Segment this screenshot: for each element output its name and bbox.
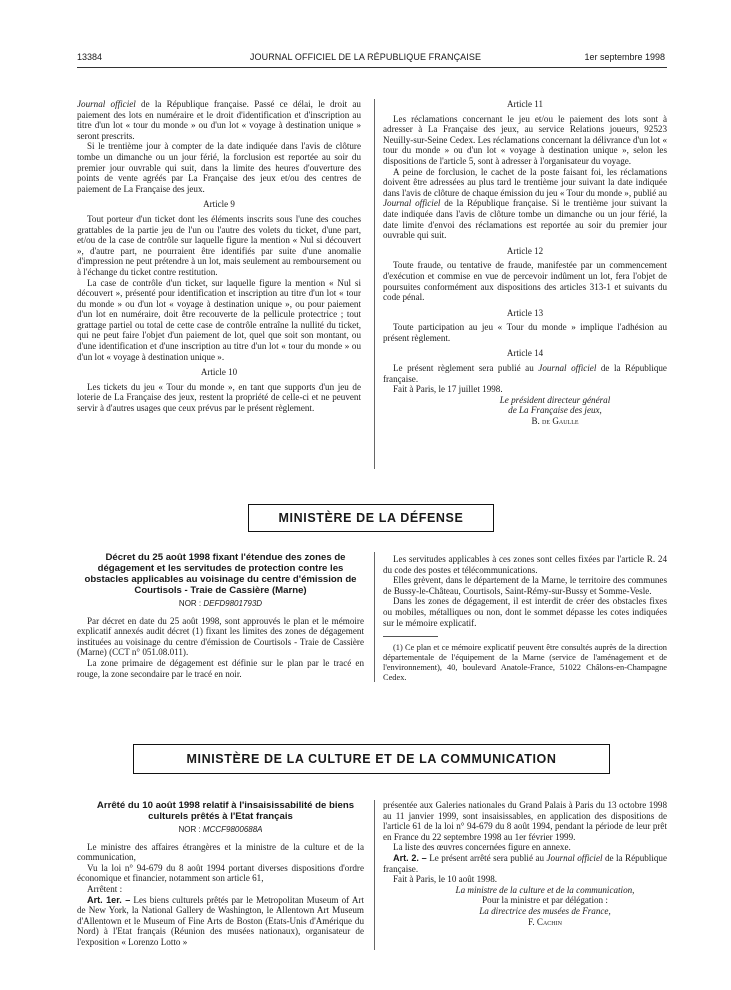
signature-delegation: Pour la ministre et par délégation : xyxy=(482,895,608,906)
article-heading: Article 14 xyxy=(506,348,544,359)
signature-date: Fait à Paris, le 17 juillet 1998. xyxy=(393,384,503,395)
header-rule xyxy=(77,67,667,68)
article-heading: Article 13 xyxy=(506,307,544,318)
column-divider xyxy=(374,99,375,469)
article-heading: Article 11 xyxy=(507,99,543,109)
culture-left-column xyxy=(77,800,364,948)
paragraph: Les tickets du jeu « Tour du monde », en tant que supports d'un jeu de loterie de La Française des jeux, restent la propriété de celle-ci et ne peuvent servir à d'autres usages que ceux prévus par le présent règlement. xyxy=(77,381,361,414)
top-right-column xyxy=(383,99,667,427)
footnote-rule xyxy=(383,636,438,637)
page-header xyxy=(0,52,731,66)
paragraph: Les réclamations concernant le jeu et/ou le paiement des lots sont à adresser à La Française des jeux, au service Relations joueurs, 92523 Neuilly-sur-Seine Cedex. Les réclamations concernant la délivrance d'un lot « tour du monde » ou d'un lot « voyage à destination unique », selon les dispositions de l'article 5, sont à adresser à l'organisateur du voyage. xyxy=(383,113,667,166)
paragraph: Les servitudes applicables à ces zones sont celles fixées par l'article R. 24 du code des postes et télécommunications. xyxy=(383,554,667,575)
paragraph: La liste des œuvres concernées figure en annexe. xyxy=(393,842,571,853)
paragraph: Art. 1er. – Les biens culturels prêtés par le Metropolitan Museum of Art de New York, la National Gallery de Washington, le Allentown Art Museum d'Allentown et le Museum of Fine Arts de Boston (Etats-Unis d'Amérique du Nord) à l'Etat français (Réunion des musées nationaux), organisateur de l'exposition « Lorenzo Lotto » xyxy=(77,894,364,947)
paragraph: Elles grèvent, dans le département de la Marne, le territoire des communes de Bussy-le-Château, Courtisols, Saint-Rémy-sur-Bussy et Somme-Vesle. xyxy=(383,575,667,596)
nor-reference: NOR : MCCF9800688A xyxy=(178,825,263,834)
article-heading: Article 10 xyxy=(200,367,238,378)
ministry-culture-heading: MINISTÈRE DE LA CULTURE ET DE LA COMMUNICATION xyxy=(133,744,610,774)
paragraph: Toute participation au jeu « Tour du monde » implique l'adhésion au présent règlement. xyxy=(383,322,667,343)
column-divider xyxy=(374,800,375,950)
paragraph: Le ministre des affaires étrangères et la ministre de la culture et de la communication, xyxy=(77,841,364,863)
publication-date: 1er septembre 1998 xyxy=(584,52,665,62)
defense-left-column xyxy=(77,552,364,679)
paragraph: présentée aux Galeries nationales du Grand Palais à Paris du 13 octobre 1998 au 11 janvier 1999, sont insaisissables, en application des dispositions de l'article 61 de la loi n° 94-679 du 8 août 1994, pendant la période de leur prêt en France du 22 septembre 1998 au 1er février 1999. xyxy=(383,800,667,842)
paragraph: Vu la loi n° 94-679 du 8 août 1994 portant diverses dispositions d'ordre économique et financier, notamment son article 61, xyxy=(77,862,364,884)
column-divider xyxy=(374,552,375,682)
paragraph: Arrêtent : xyxy=(87,883,123,894)
signature-date: Fait à Paris, le 10 août 1998. xyxy=(393,874,498,885)
signature-title: La ministre de la culture et de la communication, xyxy=(455,884,635,895)
paragraph: La zone primaire de dégagement est définie sur le plan par le tracé en rouge, la zone secondaire par le tracé en noir. xyxy=(77,657,364,679)
article-heading: Article 12 xyxy=(506,245,544,256)
paragraph: Par décret en date du 25 août 1998, sont approuvés le plan et le mémoire explicatif annexés audit décret (1) fixant les limites des zones de dégagement instituées au voisinage du centre d'émission de Courtisols - Traie de Cassière (Marne) (CCT n° 051.08.011). xyxy=(77,615,364,658)
defense-right-column xyxy=(383,554,667,682)
signature-org: de La Française des jeux, xyxy=(508,405,602,416)
signature-name: B. de Gaulle xyxy=(531,416,579,427)
decree-title: Arrêté du 10 août 1998 relatif à l'insaisissabilité de biens culturels prêtés à l'Etat français xyxy=(96,800,355,822)
paragraph: Toute fraude, ou tentative de fraude, manifestée par un commencement d'exécution et commise en vue de percevoir indûment un lot, fera l'objet de poursuites conformément aux dispositions des articles 313-1 et suivants du code pénal. xyxy=(383,260,667,303)
decree-title: Décret du 25 août 1998 fixant l'étendue des zones de dégagement et les servitudes de protection contre les obstacles applicables au voisinage du centre d'émission de Courtisols - Traie de Cassière (Marne) xyxy=(84,552,357,596)
paragraph: Si le trentième jour à compter de la date indiquée dans l'avis de clôture tombe un dimanche ou un jour férié, la forclusion est reportée au soir du premier jour ouvrable qui suit, dans la limite des heures d'ouverture des points de vente agréés par La Française des jeux et/ou des centres de paiement de La Française des jeux. xyxy=(77,141,361,194)
signature-title: Le président directeur général xyxy=(499,394,611,405)
paragraph: Tout porteur d'un ticket dont les éléments inscrits sous l'une des couches grattables de la partie jeu de l'un ou l'autre des volets du ticket, d'une part, et/ou de la case de contrôle sur laquelle figure la mention « Nul si découvert », d'autre part, ne pourraient être identifiés par suite d'une anomalie d'impression ne peut prétendre à un lot, mais seulement au remboursement ou à l'échange du ticket contre restitution. xyxy=(77,213,361,277)
culture-right-column xyxy=(383,800,667,927)
nor-reference: NOR : DEFD9801793D xyxy=(178,599,263,608)
paragraph: Art. 2. – Le présent arrêté sera publié au Journal officiel de la République française. xyxy=(383,852,667,874)
journal-title: JOURNAL OFFICIEL DE LA RÉPUBLIQUE FRANÇAISE xyxy=(249,52,482,62)
paragraph: A peine de forclusion, le cachet de la poste faisant foi, les réclamations doivent être adressées au plus tard le trentième jour suivant la date indiquée dans l'avis de clôture de chaque émission du jeu « Tour du monde », publié au Journal officiel de la République française. Si le trentième jour suivant la date indiquée dans l'avis de clôture tombe un dimanche ou un jour férié, la date limite d'envoi des réclamations est reportée au soir du premier jour ouvrable qui suit. xyxy=(383,166,667,241)
paragraph: La case de contrôle d'un ticket, sur laquelle figure la mention « Nul si découvert », présenté pour identification et inscription au titre d'un lot « tour du monde » ou d'un lot « voyage à destination unique », ou pour paiement d'un lot en numéraire, doit être recouverte de la pellicule protectrice ; tout grattage partiel ou total de cette case de contrôle entraîne la nullité du ticket, qui ne peut faire l'objet d'un paiement de lot, quel que soit son montant, ou d'une identification et d'une inscription au titre d'un lot « tour du monde » ou d'un lot « voyage à destination unique ». xyxy=(77,277,361,362)
article-heading: Article 9 xyxy=(203,199,235,210)
top-left-column xyxy=(77,99,361,414)
signature-role: La directrice des musées de France, xyxy=(479,905,611,916)
paragraph: Dans les zones de dégagement, il est interdit de créer des obstacles fixes ou mobiles, métalliques ou non, dont le sommet dépasse les cotes indiquées sur le mémoire explicatif. xyxy=(383,596,667,628)
paragraph: Journal officiel de la République française. Passé ce délai, le droit au paiement des lots en numéraire et le droit d'identification et d'inscription au titre d'un lot « tour du monde » ou d'un lot « voyage à destination unique » seront prescrits. xyxy=(77,99,361,141)
page-number: 13384 xyxy=(77,52,103,62)
signature-name: F. Cachin xyxy=(528,916,562,927)
ministry-defense-heading: MINISTÈRE DE LA DÉFENSE xyxy=(248,504,494,532)
footnote: (1) Ce plan et ce mémoire explicatif peuvent être consultés auprès de la direction départementale de l'équipement de la Marne (service de l'aménagement et de l'environnement), 40, boulevard Anatole-France, 51022 Châlons-en-Champagne Cedex. xyxy=(383,643,667,682)
paragraph: Le présent règlement sera publié au Journal officiel de la République française. xyxy=(383,363,667,384)
